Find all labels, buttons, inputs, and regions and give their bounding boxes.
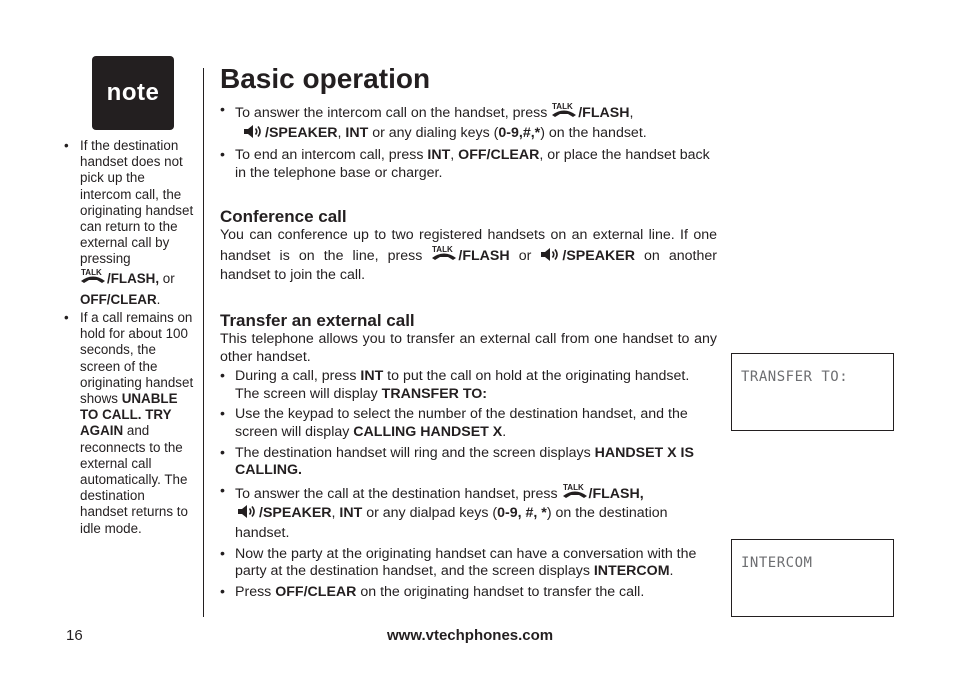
transfer-bullet-4: [220, 483, 717, 543]
conference-paragraph: [220, 227, 717, 285]
body-text: The destination handset will ring and the screen displays: [235, 444, 595, 461]
body-text: .: [502, 423, 507, 440]
flash-key-text: /FLASH: [578, 105, 630, 121]
body-text: During a call, press: [235, 368, 361, 385]
talk-key-label: TALK: [562, 482, 584, 492]
transfer-section: [220, 311, 717, 601]
body-text: on the originating handset to transfer the call.: [356, 583, 645, 600]
body-text: Use the keypad to select the number of the destination handset, and the screen will display: [235, 406, 688, 440]
body-text: to put the call on hold at the originating handset. The screen will display: [235, 368, 690, 402]
transfer-bullet-5: [220, 546, 717, 581]
screen-text: HANDSET X IS CALLING.: [235, 444, 694, 479]
talk-phone-icon: [551, 102, 577, 124]
lcd-text: TRANSFER TO:: [741, 369, 849, 385]
int-key-text: INT: [427, 147, 451, 164]
body-text: .: [669, 563, 674, 580]
speaker-key-text: /SPEAKER: [562, 247, 635, 264]
speaker-icon: [540, 247, 561, 268]
note-text: and reconnects to the external call automatically. The destination handset returns to idle mode.: [80, 423, 188, 536]
website-link[interactable]: www.vtechphones.com: [387, 627, 554, 644]
talk-key-label: TALK: [432, 244, 454, 254]
body-text: You can conference up to two registered handsets on an external line. If one handset is on the line, press: [220, 227, 717, 264]
note-text: or: [159, 270, 175, 286]
transfer-bullet-2: [220, 406, 717, 441]
talk-key-label: TALK: [81, 267, 102, 277]
flash-key-text: /FLASH,: [107, 270, 160, 286]
body-text: To answer the call at the destination handset, press: [235, 485, 562, 502]
transfer-bullet-6: [220, 584, 717, 602]
int-key-text: INT: [339, 505, 363, 522]
flash-key-text: /FLASH: [458, 247, 510, 264]
body-text: ,: [629, 105, 634, 121]
body-text: on another handset to join the call.: [220, 247, 717, 284]
note-text: If the destination handset does not pick up the intercom call, the originating handset can return to the external call by pressing: [80, 138, 194, 267]
body-text: ) on the destination handset.: [235, 505, 668, 541]
talk-phone-icon: [431, 245, 457, 267]
body-text: ,: [450, 147, 459, 164]
screen-text: CALLING HANDSET X: [353, 423, 503, 440]
flash-key-text: /FLASH,: [588, 485, 644, 502]
sidebar-notes: [62, 138, 194, 538]
page-title: Basic operation: [220, 63, 431, 94]
body-text: , or place the handset back in the telephone base or charger.: [235, 147, 710, 181]
body-text: or: [509, 247, 541, 264]
page-number: 16: [66, 627, 83, 644]
body-text: ,: [337, 124, 346, 141]
intro-bullet-answer: [220, 102, 717, 144]
lcd-text: INTERCOM: [741, 555, 813, 571]
body-text: Press: [235, 583, 276, 600]
note-text: If a call remains on hold for about 100 seconds, the screen of the originating handset shows: [80, 310, 194, 407]
transfer-heading: Transfer an external call: [220, 311, 415, 330]
intro-bullet-end: [220, 147, 717, 182]
speaker-icon: [243, 124, 264, 145]
note-label: note: [106, 79, 160, 106]
offclear-key-text: OFF/CLEAR: [458, 147, 540, 164]
intro-section: [220, 102, 717, 182]
body-text: or any dialing keys (: [368, 124, 499, 141]
transfer-intro: This telephone allows you to transfer an external call from one handset to any other handset.: [220, 331, 717, 365]
note-text: .: [156, 291, 161, 307]
speaker-key-text: /SPEAKER: [259, 505, 332, 522]
sidebar-note-2: [62, 310, 194, 537]
speaker-key-text: /SPEAKER: [265, 124, 338, 141]
vertical-divider: [203, 68, 204, 617]
body-text: or any dialpad keys (: [362, 505, 498, 522]
body-text: ,: [331, 505, 340, 522]
lcd-screen-transfer: [731, 353, 894, 431]
talk-phone-icon: [80, 268, 106, 288]
lcd-screen-intercom: [731, 539, 894, 617]
speaker-icon: [237, 504, 258, 525]
screen-text: TRANSFER TO:: [381, 385, 488, 402]
body-text: ) on the handset.: [540, 124, 647, 141]
sidebar-note-1: [62, 138, 194, 308]
transfer-bullet-3: [220, 445, 717, 480]
int-key-text: INT: [345, 124, 369, 141]
dial-keys-text: 0-9,#,*: [498, 124, 541, 141]
int-key-text: INT: [360, 368, 384, 385]
offclear-key-text: OFF/CLEAR: [80, 291, 157, 307]
transfer-bullet-1: [220, 368, 717, 403]
talk-key-label: TALK: [552, 102, 573, 111]
offclear-key-text: OFF/CLEAR: [275, 583, 357, 600]
unable-to-call-text: UNABLE TO CALL. TRY AGAIN: [80, 391, 178, 439]
body-text: Now the party at the originating handset can have a conversation with the party at the destination handset, and the screen displays: [235, 545, 697, 580]
screen-text: INTERCOM: [593, 563, 670, 580]
body-text: To answer the intercom call on the handset, press: [235, 105, 552, 121]
talk-phone-icon: [562, 483, 588, 505]
conference-heading: Conference call: [220, 207, 347, 226]
dial-keys-text: 0-9, #, *: [497, 505, 547, 522]
body-text: To end an intercom call, press: [235, 147, 428, 164]
note-badge: [92, 56, 174, 130]
conference-section: [220, 207, 717, 285]
